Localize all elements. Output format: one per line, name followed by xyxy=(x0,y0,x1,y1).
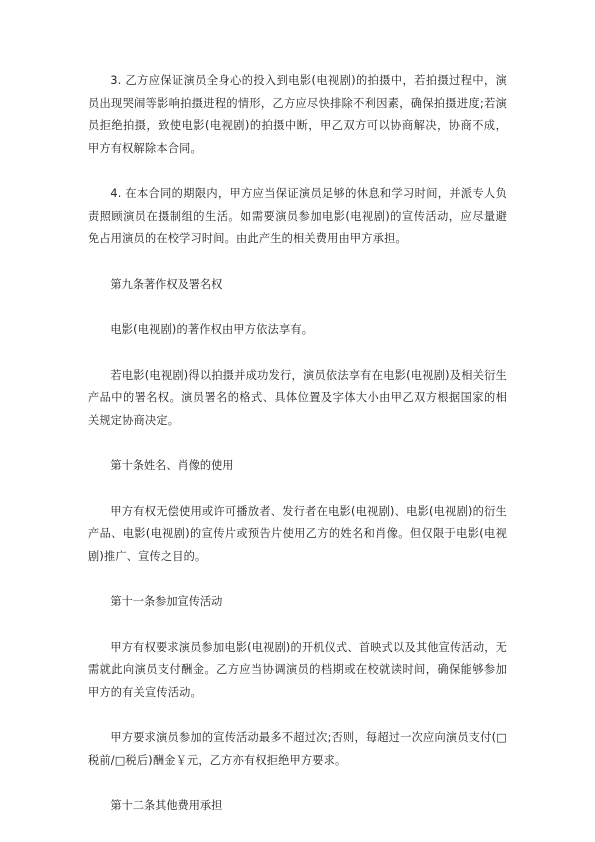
clause-12-heading: 第十二条其他费用承担 xyxy=(110,799,223,812)
paragraph-gap xyxy=(88,251,507,274)
paragraph-gap xyxy=(88,568,507,591)
clause-9-paragraph-2: 若电影(电视剧)得以拍摄并成功发行，演员依法享有在电影(电视剧)及相关衍生产品中的署名权。演员署名的格式、具体位置及字体大小由甲乙双方根据国家的相关规定协商决定。 xyxy=(88,368,507,427)
paragraph-gap xyxy=(88,296,507,319)
clause-11-paragraph-2: 甲方要求演员参加的宣传活动最多不超过次;否则，每超过一次应向演员支付(□税前/□税后)酬金￥元，乙方亦有权拒绝甲方要求。 xyxy=(88,731,507,767)
paragraph-gap xyxy=(88,432,507,455)
paragraph-gap xyxy=(88,614,507,637)
paragraph-gap xyxy=(88,160,507,183)
paragraph-gap xyxy=(88,478,507,501)
clause-11-heading: 第十一条参加宣传活动 xyxy=(110,595,223,608)
clause-8-item-4: 4. 在本合同的期限内，甲方应当保证演员足够的休息和学习时间，并派专人负责照顾演员在摄制组的生活。如需要演员参加电影(电视剧)的宣传活动，应尽量避免占用演员的在校学习时间。由此产生的相关费用由甲方承担。 xyxy=(88,187,507,245)
clause-10-paragraph-1: 甲方有权无偿使用或许可播放者、发行者在电影(电视剧)、电影(电视剧)的衍生产品、电影(电视剧)的宣传片或预告片使用乙方的姓名和肖像。但仅限于电影(电视剧)推广、宣传之目的。 xyxy=(88,504,507,563)
paragraph-gap xyxy=(88,704,507,727)
clause-9-paragraph-1: 电影(电视剧)的著作权由甲方依法享有。 xyxy=(110,323,314,336)
clause-10-heading: 第十条姓名、肖像的使用 xyxy=(110,459,234,472)
clause-9-heading: 第九条著作权及署名权 xyxy=(110,277,223,291)
clause-11-paragraph-1: 甲方有权要求演员参加电影(电视剧)的开机仪式、首映式以及其他宣传活动，无需就此向演员支付酬金。乙方应当协调演员的档期或在校就读时间，确保能够参加甲方的有关宣传活动。 xyxy=(88,640,507,699)
paragraph-gap xyxy=(88,772,507,795)
clause-8-item-3: 3. 乙方应保证演员全身心的投入到电影(电视剧)的拍摄中，若拍摄过程中，演员出现哭闹等影响拍摄进程的情形，乙方应尽快排除不利因素，确保拍摄进度;若演员拒绝拍摄，致使电影(电视剧)的拍摄中断，甲乙双方可以协商解决，协商不成，甲方有权解除本合同。 xyxy=(88,74,507,155)
paragraph-gap xyxy=(88,342,507,365)
